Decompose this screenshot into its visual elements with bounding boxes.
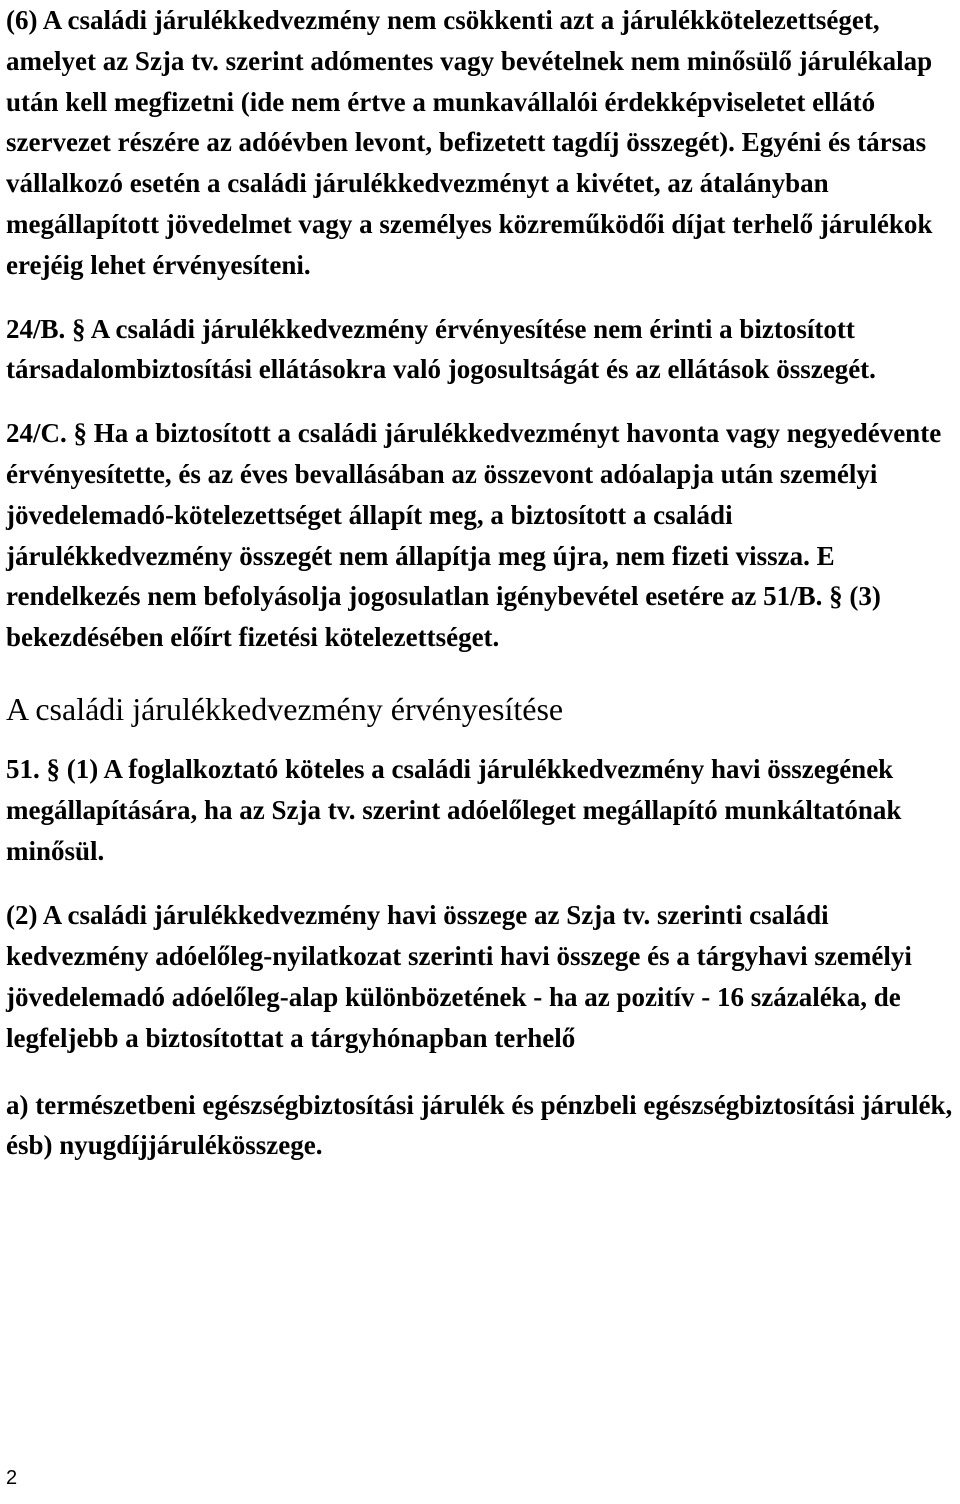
document-page bbox=[6, 0, 956, 1166]
paragraph-24b: 24/B. § A családi járulékkedvezmény érvényesítése nem érinti a biztosított társadalombiztosítási ellátásokra való jogosultságát és az ellátások összegét. bbox=[6, 313, 876, 385]
paragraph-6-járulékkedvezmény: (6) A családi járulékkedvezmény nem csökkenti azt a járulékkötelezettséget, amelyet az Szja tv. szerint adómentes vagy bevételnek nem minősülő járulékalap után kell megfizetni (ide nem értve a munkavállalói érdekképviseletet ellátó szervezet részére az adóévben levont, befizetett tagdíj összegét). Egyéni és társas vállalkozó esetén a családi járulékkedvezményt a kivétet, az átalányban megállapított jövedelmet vagy a személyes közreműködői díjat terhelő járulékok erejéig lehet érvényesíteni. bbox=[6, 5, 933, 280]
paragraph-51-2: (2) A családi járulékkedvezmény havi összege az Szja tv. szerinti családi kedvezmény adóelőleg-nyilatkozat szerinti havi összege és a tárgyhavi személyi jövedelemadó adóelőleg-alap különbözetének - ha az pozitív - 16 százaléka, de legfeljebb a biztosítottat a tárgyhónapban terhelő bbox=[6, 900, 912, 1053]
paragraph-51-1: 51. § (1) A foglalkoztató köteles a családi járulékkedvezmény havi összegének megállapítására, ha az Szja tv. szerint adóelőleget megállapító munkáltatónak minősül. bbox=[6, 753, 902, 866]
paragraph-51-2-a: a) természetbeni egészségbiztosítási járulék és pénzbeli egészségbiztosítási járulék, ésb) nyugdíjjárulékösszege. bbox=[6, 1089, 953, 1161]
paragraph-24c: 24/C. § Ha a biztosított a családi járulékkedvezményt havonta vagy negyedévente érvényesítette, és az éves bevallásában az összevont adóalapja után személyi jövedelemadó-kötelezettséget állapít meg, a biztosított a családi járulékkedvezmény összegét nem állapítja meg újra, nem fizeti vissza. E rendelkezés nem befolyásolja jogosulatlan igénybevétel esetére az 51/B. § (3) bekezdésében előírt fizetési kötelezettséget. bbox=[6, 418, 942, 653]
page-number: 2 bbox=[6, 1467, 18, 1489]
section-heading: A családi járulékkedvezmény érvényesítése bbox=[6, 690, 564, 727]
